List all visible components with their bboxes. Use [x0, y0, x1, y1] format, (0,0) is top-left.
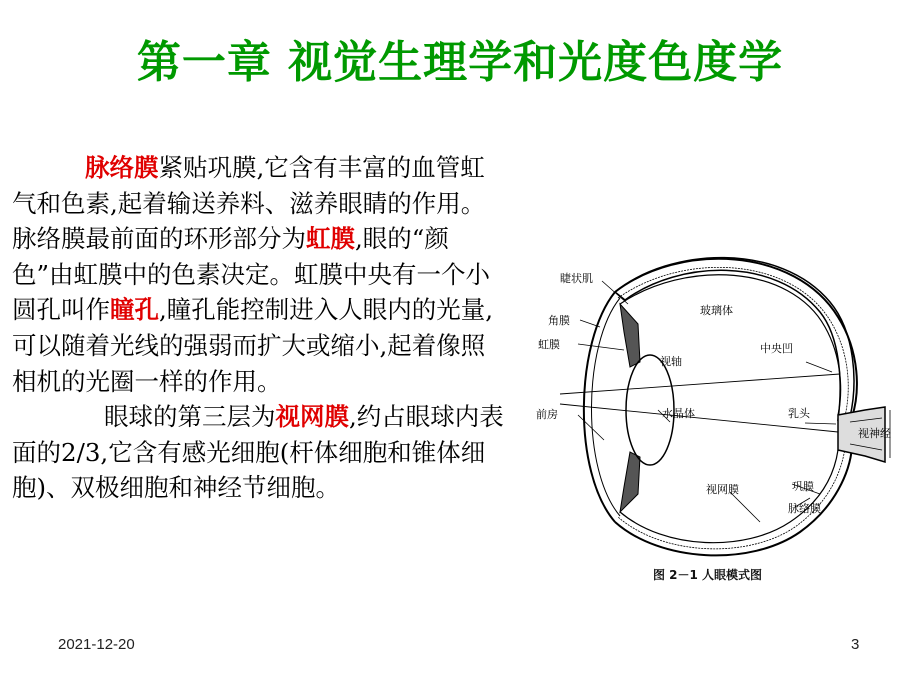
leader-line [806, 362, 832, 372]
leader-line [730, 492, 760, 522]
text-segment: ,眼的“颜色”由虹膜中的色素决定。虹膜中央有一个小圆孔叫作 [12, 224, 491, 325]
term-pupil: 瞳孔 [110, 295, 159, 325]
text-segment: ,瞳孔能控制进入人眼内的光量,可以随着光线的强弱而扩大或缩小,起着像照相机的光圈一样的作用。 [12, 295, 494, 396]
label-anterior-chamber: 前房 [536, 408, 558, 421]
ciliary-body-top [620, 304, 640, 367]
label-iris: 虹膜 [538, 338, 560, 351]
text-segment: 紧贴巩膜,它含有丰富的血管虹气和色素,起着输送养料、滋养眼睛的作用。脉络膜最前面的环形部分为 [12, 153, 486, 254]
leader-line [578, 415, 604, 440]
label-optic-nerve: 视神经 [858, 427, 891, 440]
term-choroid: 脉络膜 [85, 153, 159, 182]
label-ciliary-muscle: 睫状肌 [560, 272, 593, 285]
leader-line [805, 423, 836, 424]
label-fovea: 中央凹 [760, 342, 793, 355]
body-text [12, 150, 507, 506]
label-vitreous: 玻璃体 [700, 304, 733, 317]
paragraph-retina [12, 399, 507, 506]
footer-date: 2021-12-20 [58, 636, 135, 653]
label-sclera: 巩膜 [792, 480, 814, 493]
visual-axis-line [560, 374, 840, 394]
label-retina: 视网膜 [706, 483, 739, 496]
label-visual-axis: 视轴 [660, 355, 682, 368]
label-cornea: 角膜 [548, 314, 570, 327]
text-segment: ,约占眼球内表面的2/3,它含有感光细胞(杆体细胞和锥体细胞)、双极细胞和神经节细胞。 [12, 402, 504, 503]
sclera-outline [615, 258, 854, 420]
slide-title: 第一章 视觉生理学和光度色度学 [136, 37, 784, 88]
ciliary-body-bottom [620, 452, 640, 512]
leader-line [578, 344, 624, 350]
eye-diagram [520, 232, 910, 582]
text-segment: 眼球的第三层为 [104, 402, 276, 432]
term-retina: 视网膜 [275, 402, 349, 432]
paragraph-choroid [12, 150, 507, 399]
label-lens: 水晶体 [662, 407, 695, 420]
figure-caption: 图 2－1 人眼模式图 [653, 568, 763, 582]
page-number: 3 [851, 636, 860, 653]
term-iris: 虹膜 [306, 224, 355, 254]
label-papilla: 乳头 [788, 407, 810, 420]
label-choroid: 脉络膜 [788, 502, 821, 515]
